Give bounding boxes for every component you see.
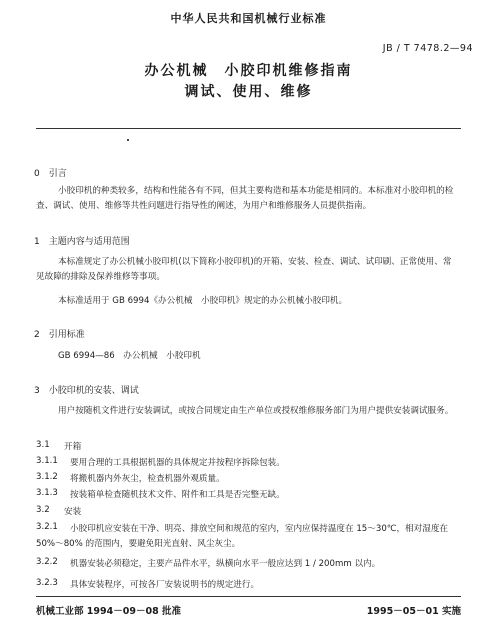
title-divider bbox=[36, 128, 461, 129]
clause-3-1-3-number: 3.1.3 bbox=[36, 488, 58, 498]
clause-3-2-1-text: 小胶印机应安装在干净、明亮、排放空间和规范的室内，室内应保持温度在 15～30℃，相对湿度在 50%～80% 的范围内，要避免阳光直射、风尘灰尘。 bbox=[36, 524, 449, 549]
clause-3-1-3-text: 按装箱单检查随机技术文件、附件和工具是否完整无缺。 bbox=[70, 490, 285, 500]
section-0-heading: 0 引言 bbox=[34, 169, 67, 179]
clause-3-1-2-text: 将搬机器内外灰尘，检查机器外观质量。 bbox=[70, 474, 225, 484]
approval-date: 机械工业部 1994－09－08 批准 bbox=[36, 606, 181, 617]
clause-3-1-1-text: 要用合理的工具根据机器的具体规定并按程序拆除包装。 bbox=[70, 458, 285, 468]
standard-number: JB / T 7478.2—94 bbox=[382, 43, 473, 54]
section-2-heading: 2 引用标准 bbox=[34, 330, 85, 340]
clause-3-1-2-number: 3.1.2 bbox=[36, 472, 58, 482]
clause-3-2-text: 安装 bbox=[64, 507, 82, 517]
clause-3-2-number: 3.2 bbox=[36, 505, 50, 515]
section-1-heading: 1 主题内容与适用范围 bbox=[34, 237, 130, 247]
section-3-paragraph: 用户按随机文件进行安装调试，或按合同规定由生产单位或授权维修服务部门为用户提供安装调试服务。 bbox=[58, 406, 454, 416]
clause-3-2-3-number: 3.2.3 bbox=[36, 578, 58, 588]
section-0-paragraph: 小胶印机的种类较多，结构和性能各有不同，但其主要构造和基本功能是相同的。本标准对小胶印机的检查、调试、使用、维修等共性问题进行指导性的阐述，为用户和维修服务人员提供指南。 bbox=[36, 186, 454, 211]
section-1-paragraph-1: 本标准规定了办公机械小胶印机(以下简称小胶印机)的开箱、安装、检查、调试、试印刷、正常使用、常见故障的排除及保养维修等事项。 bbox=[36, 257, 452, 282]
clause-3-2-2-text: 机器安装必须稳定，主要产品件水平，纵横向水平一般应达到 1 / 200mm 以内。 bbox=[70, 559, 381, 569]
clause-3-2-2-number: 3.2.2 bbox=[36, 557, 58, 567]
section-1-paragraph-2: 本标准适用于 GB 6994《办公机械 小胶印机》规定的办公机械小胶印机。 bbox=[58, 296, 348, 306]
implementation-date: 1995－05－01 实施 bbox=[366, 606, 461, 617]
clause-3-1-number: 3.1 bbox=[36, 440, 50, 450]
document-title: 办公机械 小胶印机维修指南 bbox=[144, 63, 353, 79]
clause-3-2-1-number: 3.2.1 bbox=[36, 522, 58, 532]
clause-3-1-1-number: 3.1.1 bbox=[36, 456, 58, 466]
stray-mark bbox=[127, 139, 129, 141]
section-3-heading: 3 小胶印机的安装、调试 bbox=[34, 386, 139, 396]
clause-3-1-text: 开箱 bbox=[64, 442, 82, 452]
document-subtitle: 调试、使用、维修 bbox=[184, 84, 313, 100]
footer-divider bbox=[36, 596, 461, 597]
referenced-standard: GB 6994—86 办公机械 小胶印机 bbox=[58, 351, 201, 361]
clause-3-2-3-text: 具体安装程序，可按各厂安装说明书的规定进行。 bbox=[70, 580, 260, 590]
publisher-header: 中华人民共和国机械行业标准 bbox=[170, 12, 327, 25]
